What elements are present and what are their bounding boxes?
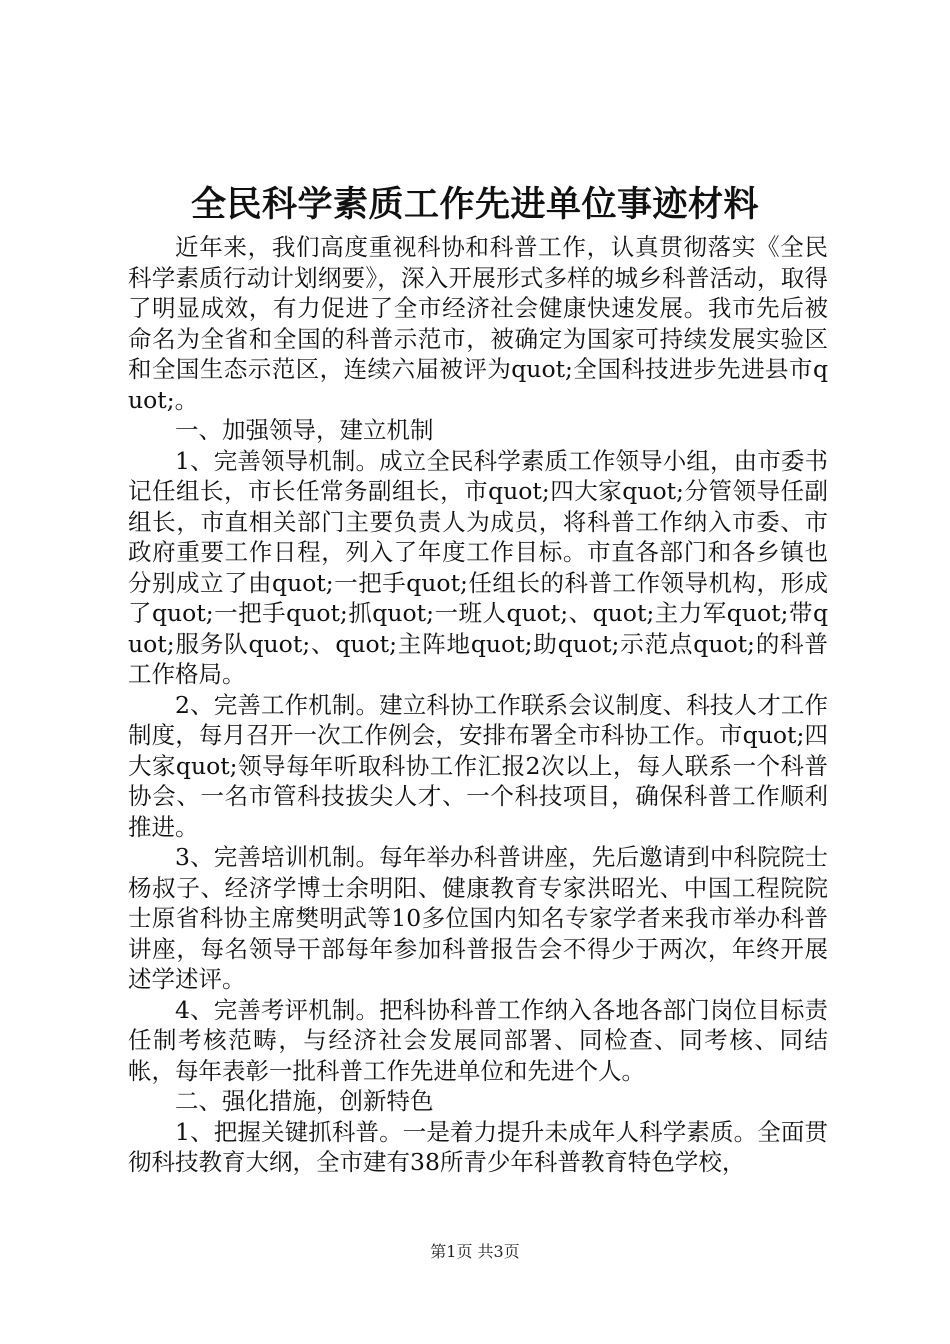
document-title: 全民科学素质工作先进单位事迹材料 — [190, 184, 759, 225]
page-number-footer: 第1页 共3页 — [430, 1242, 520, 1261]
intro-paragraph: 近年来，我们高度重视科协和科普工作，认真贯彻落实《全民科学素质行动计划纲要》，深入开展形式多样的城乡科普活动，取得了明显成效，有力促进了全市经济社会健康快速发展。我市先后被命名为全省和全国的科普示范市，被确定为国家可持续发展实验区和全国生态示范区，连续六届被评为quot;全国科技进步先进县市quot;。 — [128, 233, 828, 414]
paragraph-leadership-mechanism: 1、完善领导机制。成立全民科学素质工作领导小组，由市委书记任组长，市长任常务副组长，市quot;四大家quot;分管领导任副组长，市直相关部门主要负责人为成员，将科普工作纳入市委、市政府重要工作日程，列入了年度工作目标。市直各部门和各乡镇也分别成立了由quot;一把手quot;任组长的科普工作领导机构，形成了quot;一把手quot;抓quot;一班人quot;、quot;主力军quot;带quot;服务队quot;、quot;主阵地quot;助quot;示范点quot;的科普工作格局。 — [128, 446, 828, 688]
section-heading-2: 二、强化措施，创新特色 — [175, 1087, 434, 1115]
paragraph-training-mechanism: 3、完善培训机制。每年举办科普讲座，先后邀请到中科院院士杨叔子、经济学博士余明阳、健康教育专家洪昭光、中国工程院院士原省科协主席樊明武等10多位国内知名专家学者来我市举办科普讲座，每名领导干部每年参加科普报告会不得少于两次，年终开展述学述评。 — [128, 843, 828, 993]
document-body — [128, 232, 828, 1178]
paragraph-key-science: 1、把握关键抓科普。一是着力提升未成年人科学素质。全面贯彻科技教育大纲，全市建有38所青少年科普教育特色学校， — [128, 1117, 828, 1176]
paragraph-work-mechanism: 2、完善工作机制。建立科协工作联系会议制度、科技人才工作制度，每月召开一次工作例会，安排布署全市科协工作。市quot;四大家quot;领导每年听取科协工作汇报2次以上，每人联系一个科普协会、一名市管科技拔尖人才、一个科技项目，确保科普工作顺利推进。 — [128, 690, 828, 841]
section-heading-1: 一、加强领导，建立机制 — [175, 416, 434, 444]
paragraph-evaluation-mechanism: 4、完善考评机制。把科协科普工作纳入各地各部门岗位目标责任制考核范畴，与经济社会发展同部署、同检查、同考核、同结帐，每年表彰一批科普工作先进单位和先进个人。 — [128, 995, 828, 1085]
